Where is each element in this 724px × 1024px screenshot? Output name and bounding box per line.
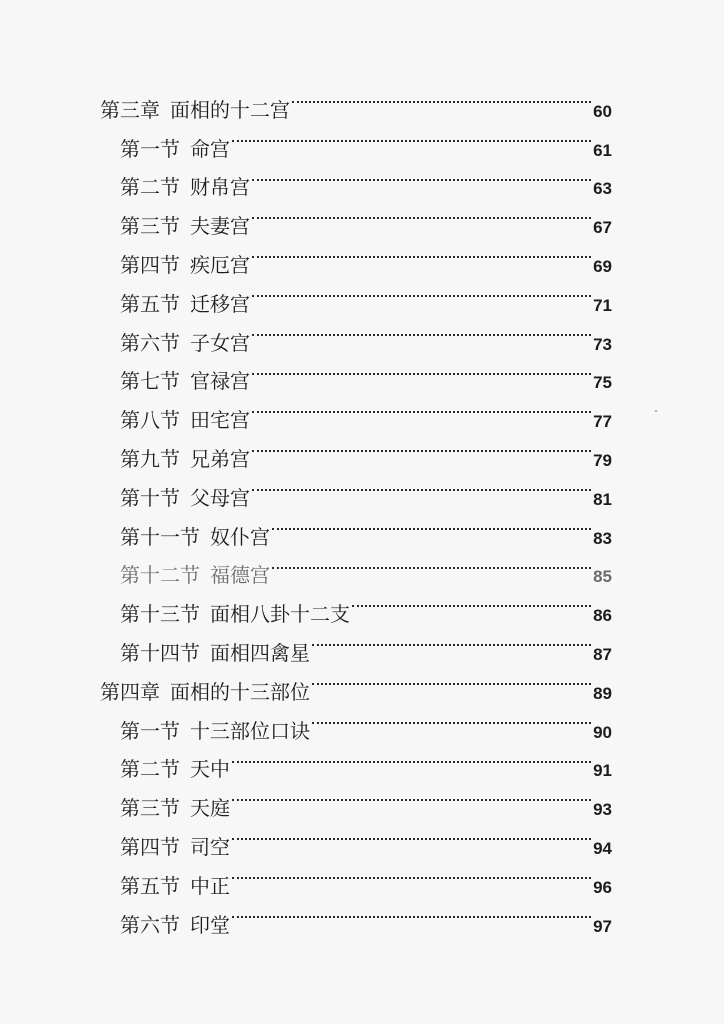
entry-title: 夫妻宫: [190, 214, 250, 239]
entry-label: [120, 246, 250, 285]
entry-number: 第十节: [120, 485, 180, 510]
entry-title: 面相的十三部位: [170, 679, 310, 704]
dot-leader: [252, 350, 591, 389]
entry-page-number: 90: [593, 722, 612, 742]
entry-page-number: 73: [593, 334, 612, 354]
entry-title: 兄弟宫: [190, 446, 250, 471]
entry-label: [120, 750, 230, 789]
entry-page-number: 71: [593, 295, 612, 315]
entry-number: 第三节: [120, 214, 180, 239]
dot-leader: [252, 388, 591, 427]
dot-leader: [232, 893, 591, 932]
entry-label: [120, 207, 250, 246]
dot-leader: [252, 194, 591, 233]
entry-label: [120, 828, 230, 867]
entry-page-number: 89: [593, 683, 612, 703]
entry-number: 第三节: [120, 796, 180, 821]
entry-label: [120, 634, 310, 673]
entry-label: [120, 906, 230, 945]
entry-page-number: 60: [593, 101, 612, 121]
dot-leader: [312, 621, 591, 660]
entry-label: [120, 362, 250, 401]
entry-label: [120, 479, 250, 518]
entry-label: [120, 556, 270, 595]
entry-page-number: 97: [593, 916, 612, 936]
entry-number: 第二节: [120, 175, 180, 200]
entry-page-number: 81: [593, 489, 612, 509]
entry-page-number: 85: [593, 567, 612, 587]
dot-leader: [272, 505, 591, 544]
entry-page-number: 63: [593, 179, 612, 199]
entry-label: [120, 789, 230, 828]
entry-title: 十三部位口诀: [190, 718, 310, 743]
entry-label: [120, 401, 250, 440]
entry-title: 天庭: [190, 796, 230, 821]
entry-label: [100, 673, 310, 712]
entry-title: 福德宫: [210, 563, 270, 588]
entry-label: [120, 130, 230, 169]
dot-leader: [352, 582, 591, 621]
dot-leader: [232, 815, 591, 854]
entry-title: 印堂: [190, 912, 230, 937]
dot-leader: [232, 854, 591, 893]
entry-number: 第五节: [120, 873, 180, 898]
entry-page-number: 69: [593, 256, 612, 276]
dot-leader: [232, 738, 591, 777]
entry-page-number: 87: [593, 644, 612, 664]
entry-title: 中正: [190, 873, 230, 898]
entry-number: 第十三节: [120, 602, 200, 627]
dot-leader: [252, 272, 591, 311]
entry-page-number: 83: [593, 528, 612, 548]
dot-leader: [232, 117, 591, 156]
dot-leader: [252, 427, 591, 466]
dot-leader: [292, 78, 591, 117]
dot-leader: [252, 233, 591, 272]
entry-title: 迁移宫: [190, 291, 250, 316]
entry-title: 天中: [190, 757, 230, 782]
dot-leader: [252, 466, 591, 505]
entry-title: 财帛宫: [190, 175, 250, 200]
entry-page-number: 91: [593, 761, 612, 781]
dot-leader: [312, 660, 591, 699]
dot-leader: [312, 699, 591, 738]
entry-number: 第十二节: [120, 563, 200, 588]
scan-speck: [655, 410, 657, 412]
entry-label: [120, 440, 250, 479]
entry-title: 官禄宫: [190, 369, 250, 394]
entry-page-number: 96: [593, 877, 612, 897]
entry-title: 司空: [190, 834, 230, 859]
entry-title: 子女宫: [190, 330, 250, 355]
entry-number: 第一节: [120, 136, 180, 161]
entry-page-number: 94: [593, 838, 612, 858]
entry-number: 第四节: [120, 834, 180, 859]
dot-leader: [252, 156, 591, 195]
entry-label: [120, 518, 270, 557]
entry-page-number: 61: [593, 140, 612, 160]
entry-number: 第四节: [120, 252, 180, 277]
entry-title: 面相的十二宫: [170, 97, 290, 122]
entry-page-number: 79: [593, 450, 612, 470]
entry-number: 第九节: [120, 446, 180, 471]
entry-number: 第十四节: [120, 640, 200, 665]
entry-page-number: 75: [593, 373, 612, 393]
entry-number: 第四章: [100, 679, 160, 704]
entry-label: [120, 168, 250, 207]
entry-title: 面相四禽星: [210, 640, 310, 665]
entry-number: 第六节: [120, 912, 180, 937]
entry-number: 第八节: [120, 408, 180, 433]
entry-title: 奴仆宫: [210, 524, 270, 549]
dot-leader: [272, 544, 591, 583]
entry-number: 第七节: [120, 369, 180, 394]
entry-label: [120, 324, 250, 363]
entry-title: 疾厄宫: [190, 252, 250, 277]
entry-label: [120, 867, 230, 906]
entry-page-number: 93: [593, 800, 612, 820]
entry-number: 第二节: [120, 757, 180, 782]
entry-page-number: 86: [593, 606, 612, 626]
entry-title: 田宅宫: [190, 408, 250, 433]
entry-number: 第十一节: [120, 524, 200, 549]
entry-label: [120, 285, 250, 324]
entry-number: 第六节: [120, 330, 180, 355]
entry-number: 第五节: [120, 291, 180, 316]
dot-leader: [232, 776, 591, 815]
entry-title: 命宫: [190, 136, 230, 161]
entry-page-number: 77: [593, 412, 612, 432]
entry-number: 第一节: [120, 718, 180, 743]
entry-number: 第三章: [100, 97, 160, 122]
toc-chapter-entry: [100, 78, 612, 122]
entry-title: 父母宫: [190, 485, 250, 510]
entry-page-number: 67: [593, 218, 612, 238]
entry-title: 面相八卦十二支: [210, 602, 350, 627]
dot-leader: [252, 311, 591, 350]
table-of-contents: [100, 78, 612, 937]
